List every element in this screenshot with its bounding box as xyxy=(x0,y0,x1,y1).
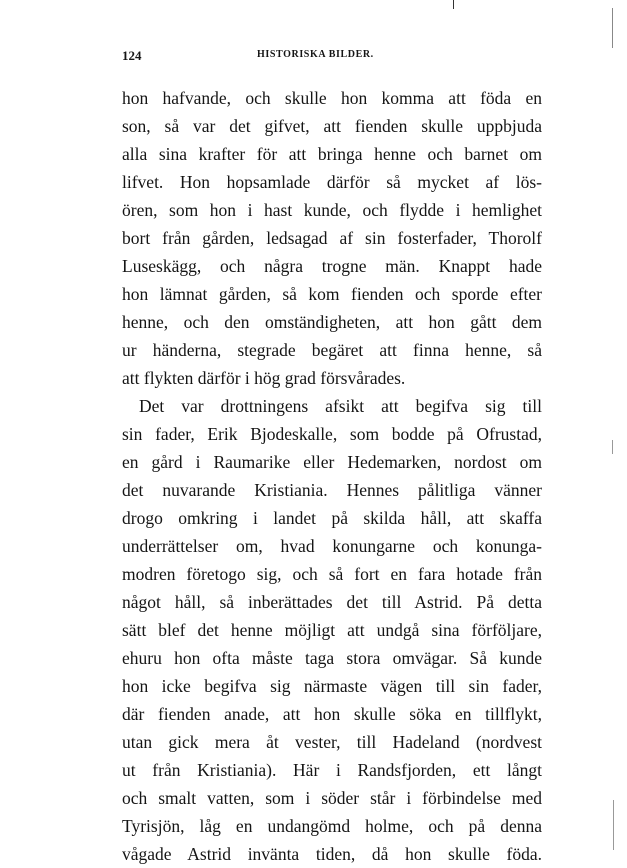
scan-mark-right-edge-3 xyxy=(613,800,614,850)
paragraph xyxy=(122,392,542,868)
text-line: Tyrisjön, låg en undangömd holme, och på denna xyxy=(122,816,542,836)
page-number: 124 xyxy=(122,48,142,63)
running-head xyxy=(122,48,542,64)
text-line: lifvet. Hon hopsamlade därför så mycket af lös- xyxy=(122,172,542,192)
text-line: sin fader, Erik Bjodeskalle, som bodde på Ofrustad, xyxy=(122,424,542,444)
text-line: där fienden anade, att hon skulle söka en tillflykt, xyxy=(122,704,542,724)
text-line: att flykten därför i hög grad försvårades. xyxy=(122,368,406,388)
text-line: son, så var det gifvet, att fienden skulle uppbjuda xyxy=(122,116,542,136)
text-line: ehuru hon ofta måste taga stora omvägar. Så kunde xyxy=(122,648,542,668)
text-line: och smalt vatten, som i söder står i förbindelse med xyxy=(122,788,542,808)
scan-mark-right-edge xyxy=(612,8,613,48)
text-line: Luseskägg, och några trogne män. Knappt hade xyxy=(122,256,542,276)
text-line: alla sina krafter för att bringa henne och barnet om xyxy=(122,144,542,164)
text-line: en gård i Raumarike eller Hedemarken, nordost om xyxy=(122,452,542,472)
text-line: hon lämnat gården, så kom fienden och sporde efter xyxy=(122,284,542,304)
text-line: underrättelser om, hvad konungarne och konunga- xyxy=(122,536,542,556)
text-line: hon icke begifva sig närmaste vägen till sin fader, xyxy=(122,676,542,696)
paragraph xyxy=(122,84,542,392)
text-line: hon hafvande, och skulle hon komma att föda en xyxy=(122,88,542,108)
text-line: utan gick mera åt vester, till Hadeland (nordvest xyxy=(122,732,542,752)
text-line: ören, som hon i hast kunde, och flydde i hemlighet xyxy=(122,200,542,220)
text-line: det nuvarande Kristiania. Hennes pålitliga vänner xyxy=(122,480,542,500)
scan-mark-top xyxy=(453,0,454,9)
running-head-title: HISTORISKA BILDER. xyxy=(257,49,374,60)
text-line: modren företogo sig, och så fort en fara hotade från xyxy=(122,564,542,584)
text-line: bort från gården, ledsagad af sin fosterfader, Thorolf xyxy=(122,228,542,248)
text-line: henne, och den omständigheten, att hon gått dem xyxy=(122,312,542,332)
text-line: något håll, så inberättades det till Astrid. På detta xyxy=(122,592,542,612)
text-line: ur händerna, stegrade begäret att finna henne, så xyxy=(122,340,542,360)
text-line: ut från Kristiania). Här i Randsfjorden, ett långt xyxy=(122,760,542,780)
text-line: vågade Astrid invänta tiden, då hon skulle föda. xyxy=(122,844,542,864)
scan-mark-right-edge-2 xyxy=(612,440,613,454)
text-line: Det var drottningens afsikt att begifva sig till xyxy=(139,396,542,416)
text-line: sätt blef det henne möjligt att undgå sina förföljare, xyxy=(122,620,542,640)
body-text xyxy=(122,84,542,868)
text-line: drogo omkring i landet på skilda håll, att skaffa xyxy=(122,508,542,528)
